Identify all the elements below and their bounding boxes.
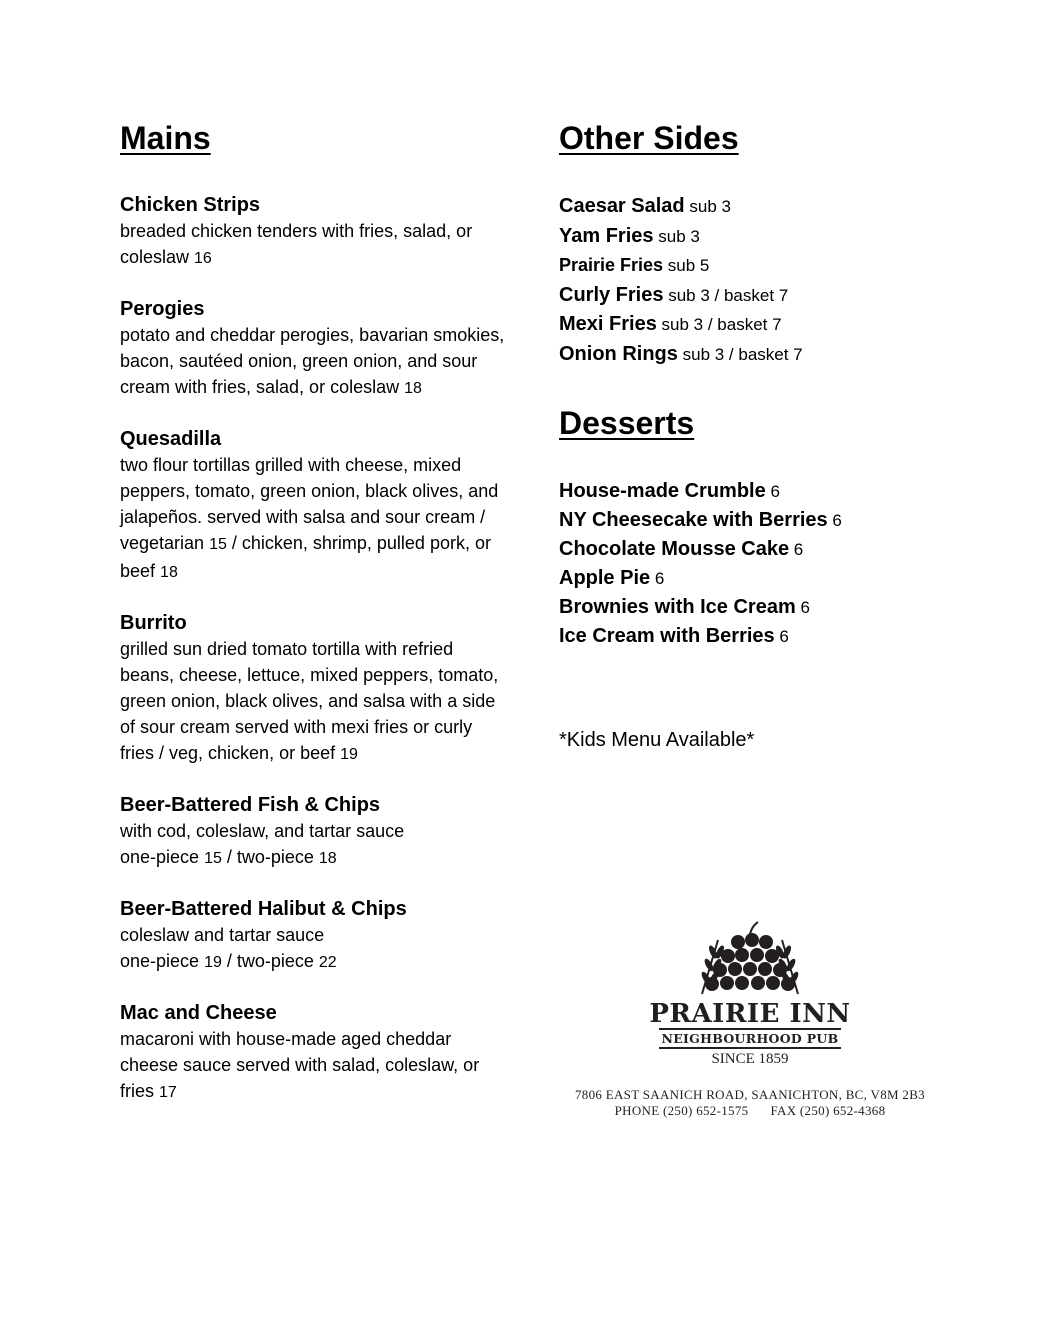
dessert-name: Ice Cream with Berries [559, 625, 775, 647]
desc-text: one-piece [120, 847, 205, 867]
desc-text: / two-piece [221, 951, 319, 971]
pub-phone: PHONE (250) 652-1575 [614, 1103, 749, 1118]
item-name: Mac and Cheese [120, 1002, 277, 1024]
side-name: Prairie Fries [559, 255, 664, 275]
item-description: coleslaw and tartar sauce [120, 925, 325, 945]
desserts-title: Desserts [559, 405, 695, 441]
dessert-price: 6 [827, 511, 842, 530]
side-item [559, 222, 979, 252]
desc-text: one-piece [120, 951, 205, 971]
dessert-item [559, 477, 979, 506]
mains-list [120, 192, 510, 1106]
item-description [120, 218, 510, 272]
sides-list [559, 192, 979, 369]
pub-address-block [560, 1087, 940, 1119]
side-price: sub 3 / basket 7 [663, 285, 789, 305]
item-description [120, 452, 510, 586]
item-price: 18 [160, 564, 178, 581]
item-description: with cod, coleslaw, and tartar sauce [120, 821, 405, 841]
item-price: 18 [318, 850, 337, 867]
item-description [120, 1026, 510, 1106]
desc-text: two flour tortillas grilled with cheese, mixed peppers, tomato, green onion, black olives, and jalapeños. served with salsa and sour cream / vegetarian [120, 455, 499, 553]
item-name: Beer-Battered Fish & Chips [120, 794, 381, 816]
item-name: Perogies [120, 298, 205, 320]
item-description [120, 322, 510, 402]
desc-text: / chicken, shrimp, pulled pork, or beef [120, 533, 491, 581]
dessert-price: 6 [774, 627, 789, 646]
pub-since: SINCE 1859 [711, 1051, 789, 1067]
dessert-price: 6 [650, 569, 665, 588]
menu-item [120, 296, 510, 402]
mains-title: Mains [120, 120, 211, 156]
pub-logo-block [560, 920, 940, 1119]
sides-desserts-column [559, 118, 979, 753]
side-item [559, 310, 979, 340]
item-name: Beer-Battered Halibut & Chips [120, 898, 407, 920]
dessert-price: 6 [789, 540, 804, 559]
item-name: Chicken Strips [120, 194, 261, 216]
desserts-list [559, 477, 979, 651]
item-price: 18 [404, 380, 422, 397]
side-name: Curly Fries [559, 283, 664, 306]
side-price: sub 5 [663, 256, 710, 275]
dessert-item [559, 593, 979, 622]
menu-item [120, 426, 510, 586]
item-price: 22 [318, 954, 337, 971]
side-price: sub 3 / basket 7 [677, 344, 803, 364]
menu-item [120, 610, 510, 768]
item-price: 17 [159, 1084, 177, 1101]
item-name: Burrito [120, 612, 187, 634]
dessert-price: 6 [795, 598, 810, 617]
dessert-item [559, 535, 979, 564]
menu-item [120, 896, 510, 976]
sides-title: Other Sides [559, 120, 739, 156]
side-item [559, 340, 979, 370]
menu-item [120, 792, 510, 872]
item-description [120, 636, 510, 768]
dessert-name: Chocolate Mousse Cake [559, 538, 790, 560]
side-name: Onion Rings [559, 342, 678, 365]
pub-address: 7806 EAST SAANICH ROAD, SAANICHTON, BC, V8M 2B3 [575, 1087, 925, 1102]
side-name: Yam Fries [559, 224, 654, 247]
side-item [559, 192, 979, 222]
dessert-item [559, 506, 979, 535]
desc-text: macaroni with house-made aged cheddar cheese sauce served with salad, coleslaw, or fries [120, 1029, 480, 1101]
desc-text: breaded chicken tenders with fries, salad, or coleslaw [120, 221, 473, 267]
dessert-item [559, 622, 979, 651]
item-price: 15 [204, 850, 222, 867]
pub-tagline: NEIGHBOURHOOD PUB [659, 1028, 840, 1049]
grapes-wheat-icon [680, 920, 820, 998]
side-name: Mexi Fries [559, 313, 657, 335]
menu-item [120, 1000, 510, 1106]
item-price: 15 [209, 536, 227, 553]
mains-column [120, 118, 510, 1130]
item-price: 19 [204, 954, 222, 971]
dessert-name: Brownies with Ice Cream [559, 596, 796, 618]
pub-name: PRAIRIE INN [649, 999, 851, 1029]
side-price: sub 3 / basket 7 [656, 315, 782, 334]
dessert-name: Apple Pie [559, 567, 651, 589]
side-item [559, 251, 979, 281]
item-name: Quesadilla [120, 428, 222, 450]
dessert-name: House-made Crumble [559, 480, 766, 502]
item-price: 16 [194, 250, 212, 267]
pub-fax: FAX (250) 652-4368 [770, 1103, 886, 1118]
item-price-line [120, 844, 510, 872]
dessert-name: NY Cheesecake with Berries [559, 509, 828, 531]
kids-menu-note: *Kids Menu Available* [559, 729, 755, 751]
side-price: sub 3 [653, 226, 700, 246]
desc-text: potato and cheddar perogies, bavarian smokies, bacon, sautéed onion, green onion, and sour cream with fries, salad, or coleslaw [120, 325, 505, 397]
desc-text: grilled sun dried tomato tortilla with refried beans, cheese, lettuce, mixed peppers, tomato, green onion, black olives, and salsa with a side of sour cream served with mexi fries or curly fries / veg, chicken, or beef [120, 639, 499, 763]
item-price: 19 [340, 746, 358, 763]
dessert-price: 6 [765, 482, 780, 501]
dessert-item [559, 564, 979, 593]
side-price: sub 3 [684, 197, 731, 216]
side-item [559, 281, 979, 311]
menu-item [120, 192, 510, 272]
side-name: Caesar Salad [559, 195, 685, 217]
pub-contact [560, 1103, 940, 1119]
item-price-line [120, 948, 510, 976]
desc-text: / two-piece [221, 847, 319, 867]
